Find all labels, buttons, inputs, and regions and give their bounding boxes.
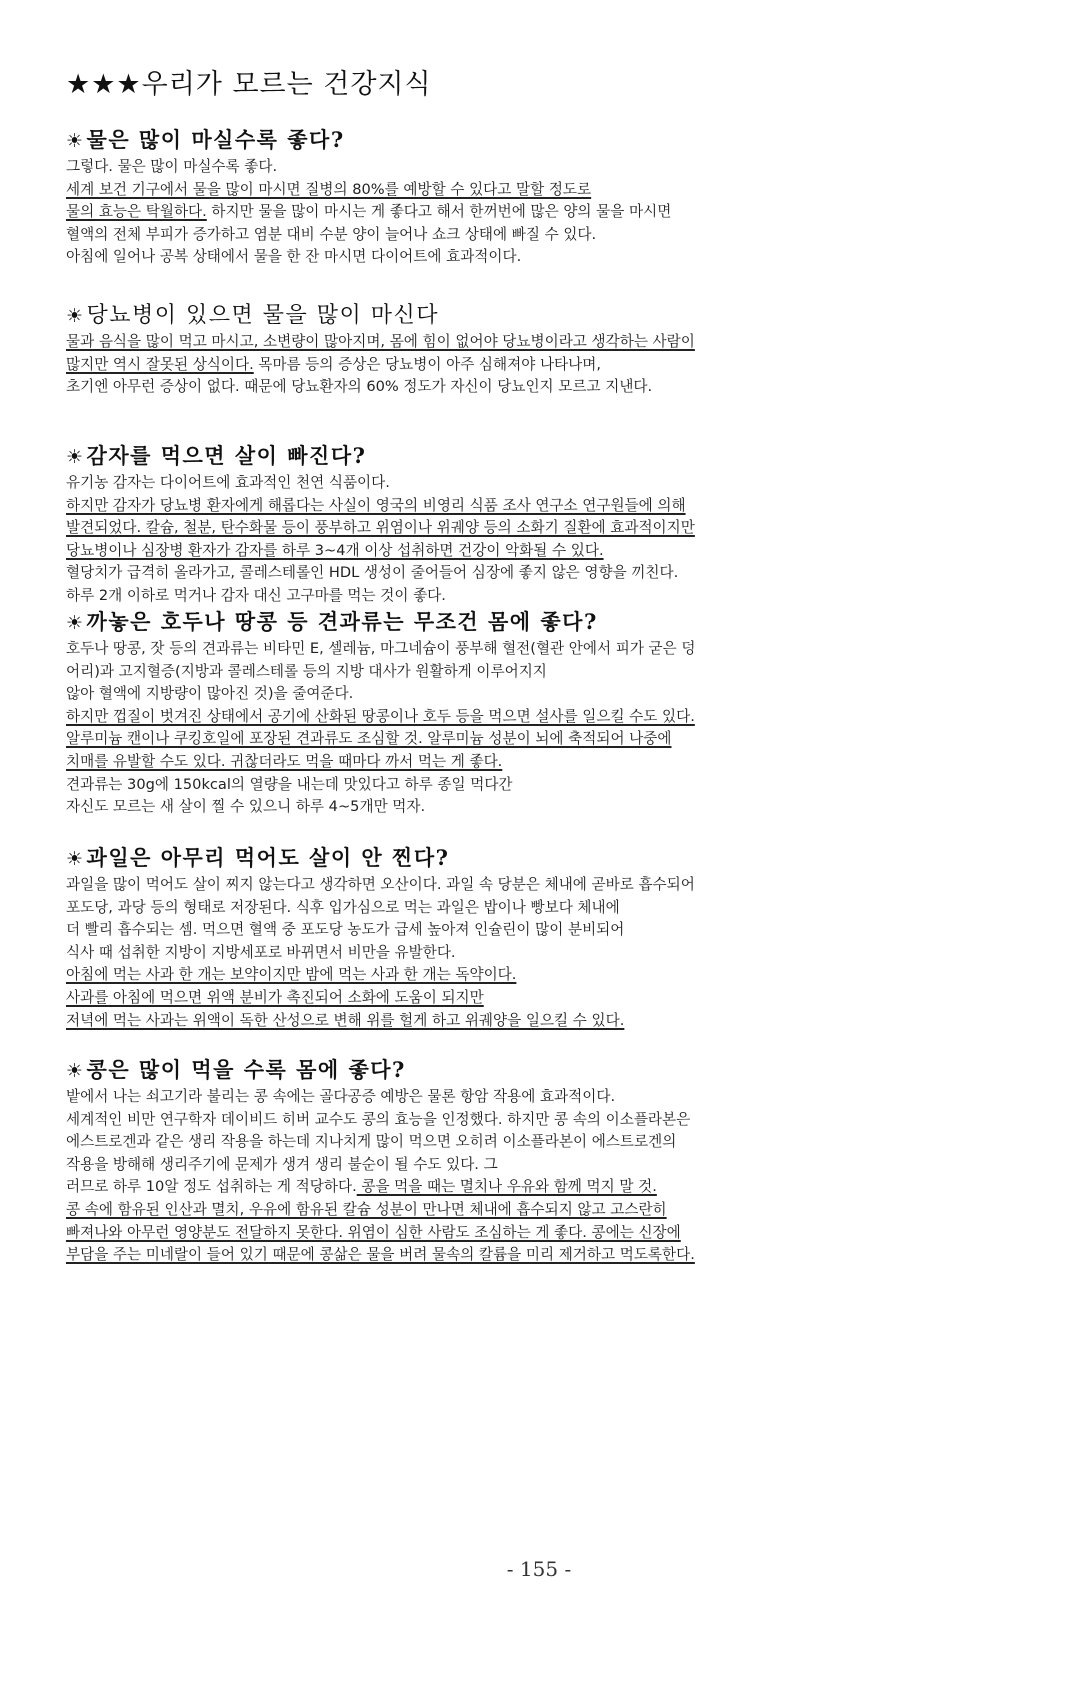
text-line: 부담을 주는 미네랄이 들어 있기 때문에 콩삶은 물을 버려 물속의 칼륨을 미리 제거하고 먹도록한다. xyxy=(66,1246,695,1264)
section-heading: ☀물은 많이 마실수록 좋다? xyxy=(66,127,345,152)
text-line: 견과류는 30g에 150kcal의 열량을 내는데 맛있다고 하루 종일 먹다간 xyxy=(66,775,513,793)
section-heading: ☀감자를 먹으면 살이 빠진다? xyxy=(66,443,367,468)
sun-icon: ☀ xyxy=(66,848,85,870)
sun-icon: ☀ xyxy=(66,130,85,152)
section-beans xyxy=(66,1054,966,1267)
text-line: 과일을 많이 먹어도 살이 찌지 않는다고 생각하면 오산이다. 과일 속 당분은 체내에 곧바로 흡수되어 xyxy=(66,876,695,893)
text-line: 발견되었다. 칼슘, 철분, 탄수화물 등이 풍부하고 위염이나 위궤양 등의 소화기 질환에 효과적이지만 xyxy=(66,519,695,537)
text-line: 하루 2개 이하로 먹거나 감자 대신 고구마를 먹는 것이 좋다. xyxy=(66,586,446,604)
section-diabetes xyxy=(66,298,966,399)
text-line: 빠져나와 아무런 영양분도 전달하지 못한다. 위염이 심한 사람도 조심하는 게 좋다. 콩에는 신장에 xyxy=(66,1223,681,1241)
sun-icon: ☀ xyxy=(66,446,85,468)
text-line: 자신도 모르는 새 살이 찔 수 있으니 하루 4~5개만 먹자. xyxy=(66,798,426,816)
section-water xyxy=(66,124,966,269)
section-nuts xyxy=(66,606,966,819)
sun-icon: ☀ xyxy=(66,612,85,634)
page-number: - 155 - xyxy=(506,1557,572,1581)
text-line: 치매를 유발할 수도 있다. 귀찮더라도 먹을 때마다 까서 먹는 게 좋다. xyxy=(66,752,503,770)
text-line: 세계 보건 기구에서 물을 많이 마시면 질병의 80%를 예방할 수 있다고 말할 정도로 xyxy=(66,180,592,198)
section-heading: ☀콩은 많이 먹을 수록 몸에 좋다? xyxy=(66,1057,406,1082)
text-line: 호두나 땅콩, 잣 등의 견과류는 비타민 E, 셀레늄, 마그네슘이 풍부해 혈전(혈관 안에서 피가 굳은 덩 xyxy=(66,640,696,657)
text-line: 포도당, 과당 등의 형태로 저장된다. 식후 입가심으로 먹는 과일은 밥이나 빵보다 체내에 xyxy=(66,898,620,916)
text-line: 하지만 감자가 당뇨병 환자에게 해롭다는 사실이 영국의 비영리 식품 조사 연구소 연구원들에 의해 xyxy=(66,496,686,514)
text-line: 식사 때 섭취한 지방이 지방세포로 바뀌면서 비만을 유발한다. xyxy=(66,943,456,961)
text-line: 많지만 역시 잘못된 상식이다. 목마름 등의 증상은 당뇨병이 아주 심해져야 나타나며, xyxy=(66,355,601,373)
sun-icon: ☀ xyxy=(66,1060,85,1082)
text-line: 유기농 감자는 다이어트에 효과적인 천연 식품이다. xyxy=(66,474,390,491)
sun-icon: ☀ xyxy=(66,305,85,327)
text-line: 콩 속에 함유된 인산과 멸치, 우유에 함유된 칼슘 성분이 만나면 체내에 흡수되지 않고 고스란히 xyxy=(66,1200,667,1218)
text-line: 않아 혈액에 지방량이 많아진 것)을 줄여준다. xyxy=(66,685,354,703)
text-line: 당뇨병이나 심장병 환자가 감자를 하루 3~4개 이상 섭취하면 건강이 악화될 수 있다. xyxy=(66,541,604,559)
text-line: 하지만 껍질이 벗겨진 상태에서 공기에 산화된 땅콩이나 호두 등을 먹으면 설사를 일으킬 수도 있다. xyxy=(66,707,695,725)
text-line: 아침에 먹는 사과 한 개는 보약이지만 밤에 먹는 사과 한 개는 독약이다. xyxy=(66,966,517,984)
section-potato xyxy=(66,440,966,608)
text-line: 사과를 아침에 먹으면 위액 분비가 촉진되어 소화에 도움이 되지만 xyxy=(66,988,484,1006)
text-line: 혈액의 전체 부피가 증가하고 염분 대비 수분 양이 늘어나 쇼크 상태에 빠질 수 있다. xyxy=(66,225,597,243)
text-line: 밭에서 나는 쇠고기라 불리는 콩 속에는 골다공증 예방은 물론 항암 작용에 효과적이다. xyxy=(66,1088,616,1105)
text-line: 알루미늄 캔이나 쿠킹호일에 포장된 견과류도 조심할 것. 알루미늄 성분이 뇌에 축적되어 나중에 xyxy=(66,730,672,748)
text-line: 저녁에 먹는 사과는 위액이 독한 산성으로 변해 위를 헐게 하고 위궤양을 일으킬 수 있다. xyxy=(66,1011,625,1029)
section-heading: ☀당뇨병이 있으면 물을 많이 마신다 xyxy=(66,303,440,328)
text-line: 혈당치가 급격히 올라가고, 콜레스테롤인 HDL 생성이 줄어들어 심장에 좋지 않은 영향을 끼친다. xyxy=(66,564,679,582)
text-line: 초기엔 아무런 증상이 없다. 때문에 당뇨환자의 60% 정도가 자신이 당뇨인지 모르고 지낸다. xyxy=(66,378,653,396)
text-line: 에스트로겐과 같은 생리 작용을 하는데 지나치게 많이 먹으면 오히려 이소플라본이 에스트로겐의 xyxy=(66,1133,677,1151)
text-line: 세계적인 비만 연구학자 데이비드 히버 교수도 콩의 효능을 인정했다. 하지만 콩 속의 이소플라본은 xyxy=(66,1110,691,1128)
text-line: 물과 음식을 많이 먹고 마시고, 소변량이 많아지며, 몸에 힘이 없어야 당뇨병이라고 생각하는 사람이 xyxy=(66,333,695,350)
text-line: 어리)과 고지혈증(지방과 콜레스테롤 등의 지방 대사가 원활하게 이루어지지 xyxy=(66,662,547,680)
text-line: 러므로 하루 10알 정도 섭취하는 게 적당하다. 콩을 먹을 때는 멸치나 우유와 함께 먹지 말 것. xyxy=(66,1178,657,1196)
page-title: ★★★우리가 모르는 건강지식 xyxy=(66,69,432,100)
text-line: 아침에 일어나 공복 상태에서 물을 한 잔 마시면 다이어트에 효과적이다. xyxy=(66,248,522,266)
section-heading: ☀과일은 아무리 먹어도 살이 안 찐다? xyxy=(66,845,450,870)
section-fruit xyxy=(66,842,966,1032)
text-line: 물의 효능은 탁월하다. 하지만 물을 많이 마시는 게 좋다고 해서 한꺼번에 많은 양의 물을 마시면 xyxy=(66,203,672,221)
text-line: 더 빨리 흡수되는 셈. 먹으면 혈액 중 포도당 농도가 급세 높아져 인슐린이 많이 분비되어 xyxy=(66,921,625,939)
text-line: 작용을 방해해 생리주기에 문제가 생겨 생리 불순이 될 수도 있다. 그 xyxy=(66,1155,498,1173)
text-line: 그렇다. 물은 많이 마실수록 좋다. xyxy=(66,158,278,175)
section-heading: ☀까놓은 호두나 땅콩 등 견과류는 무조건 몸에 좋다? xyxy=(66,609,598,634)
